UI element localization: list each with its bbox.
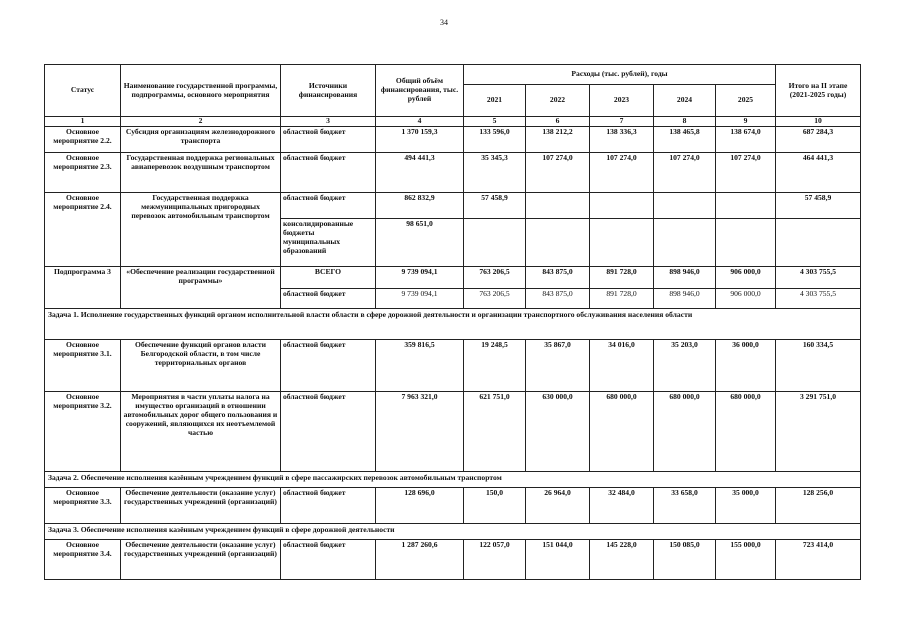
row-total: 494 441,3 (376, 152, 464, 192)
row-source: областной бюджет (281, 288, 376, 308)
column-index: 6 (526, 117, 590, 127)
row-2023: 891 728,0 (590, 288, 654, 308)
row-stage: 3 291 751,0 (776, 391, 861, 471)
header-stage-total: Итого на II этапе (2021-2025 годы) (776, 65, 861, 117)
row-2023 (590, 192, 654, 218)
column-index: 5 (464, 117, 526, 127)
row-source: областной бюджет (281, 152, 376, 192)
column-index: 1 (45, 117, 121, 127)
table-row (45, 391, 861, 471)
row-status: Основное мероприятие 3.1. (45, 339, 121, 391)
row-2024: 138 465,8 (654, 126, 716, 152)
column-index: 8 (654, 117, 716, 127)
row-2022: 630 000,0 (526, 391, 590, 471)
row-total: 9 739 094,1 (376, 288, 464, 308)
table-row (45, 126, 861, 152)
row-2021: 621 751,0 (464, 391, 526, 471)
column-index: 7 (590, 117, 654, 127)
row-stage: 57 458,9 (776, 192, 861, 218)
row-2023: 34 016,0 (590, 339, 654, 391)
row-total: 98 651,0 (376, 218, 464, 266)
row-source: областной бюджет (281, 126, 376, 152)
row-2021: 57 458,9 (464, 192, 526, 218)
financing-table (44, 64, 861, 580)
column-index: 2 (121, 117, 281, 127)
row-2022: 26 964,0 (526, 487, 590, 523)
row-name: Государственная поддержка межмуниципальных пригородных перевозок автомобильным транспортом (121, 192, 281, 266)
row-2023: 145 228,0 (590, 539, 654, 579)
header-status: Статус (45, 65, 121, 117)
row-total: 1 370 159,3 (376, 126, 464, 152)
row-stage: 128 256,0 (776, 487, 861, 523)
row-2022: 107 274,0 (526, 152, 590, 192)
row-total: 1 287 260,6 (376, 539, 464, 579)
row-status: Основное мероприятие 2.3. (45, 152, 121, 192)
header-year: 2025 (716, 85, 776, 117)
row-stage: 4 303 755,5 (776, 288, 861, 308)
row-2024: 898 946,0 (654, 288, 716, 308)
row-stage: 687 284,3 (776, 126, 861, 152)
row-total: 862 832,9 (376, 192, 464, 218)
row-source: ВСЕГО (281, 266, 376, 288)
row-2025: 906 000,0 (716, 288, 776, 308)
row-2023: 107 274,0 (590, 152, 654, 192)
row-status: Основное мероприятие 2.4. (45, 192, 121, 266)
row-name: Мероприятия в части уплаты налога на имущество организаций в отношении автомобильных дорог общего пользования и сооружений, являющихся их неотъемлемой частью (121, 391, 281, 471)
task-label: Задача 3. Обеспечение исполнения казённым учреждением функций в сфере дорожной деятельности (45, 523, 861, 539)
row-source: консолидированные бюджеты муниципальных образований (281, 218, 376, 266)
header-expenses: Расходы (тыс. рублей), годы (464, 65, 776, 85)
row-2021 (464, 218, 526, 266)
column-index: 9 (716, 117, 776, 127)
row-2024 (654, 218, 716, 266)
header-year: 2021 (464, 85, 526, 117)
column-index: 4 (376, 117, 464, 127)
row-source: областной бюджет (281, 339, 376, 391)
row-source: областной бюджет (281, 487, 376, 523)
row-2024: 35 203,0 (654, 339, 716, 391)
row-2024: 150 085,0 (654, 539, 716, 579)
row-status: Основное мероприятие 3.4. (45, 539, 121, 579)
row-2025: 36 000,0 (716, 339, 776, 391)
row-2022: 138 212,2 (526, 126, 590, 152)
row-2021: 133 596,0 (464, 126, 526, 152)
row-2025: 680 000,0 (716, 391, 776, 471)
row-2023: 891 728,0 (590, 266, 654, 288)
table-row (45, 487, 861, 523)
row-source: областной бюджет (281, 539, 376, 579)
table-row (45, 266, 861, 288)
row-stage: 160 334,5 (776, 339, 861, 391)
row-2023: 680 000,0 (590, 391, 654, 471)
row-2025: 906 000,0 (716, 266, 776, 288)
row-source: областной бюджет (281, 192, 376, 218)
row-2023: 32 484,0 (590, 487, 654, 523)
row-2021: 763 206,5 (464, 266, 526, 288)
row-stage: 723 414,0 (776, 539, 861, 579)
table-row (45, 539, 861, 579)
task-row (45, 308, 861, 339)
row-name: Обеспечение деятельности (оказание услуг) государственных учреждений (организаций) (121, 539, 281, 579)
row-2021: 763 206,5 (464, 288, 526, 308)
header-total-volume: Общий объём финансирования, тыс. рублей (376, 65, 464, 117)
row-name: Обеспечение функций органов власти Белгородской области, в том числе территориальных органов (121, 339, 281, 391)
page-number: 34 (440, 18, 448, 27)
row-stage: 464 441,3 (776, 152, 861, 192)
row-2025 (716, 192, 776, 218)
table-row (45, 339, 861, 391)
row-name: Обеспечение деятельности (оказание услуг) государственных учреждений (организаций) (121, 487, 281, 523)
row-2021: 150,0 (464, 487, 526, 523)
row-2025: 107 274,0 (716, 152, 776, 192)
header-year: 2022 (526, 85, 590, 117)
row-2024 (654, 192, 716, 218)
row-status: Подпрограмма 3 (45, 266, 121, 308)
row-2025: 138 674,0 (716, 126, 776, 152)
table-row (45, 152, 861, 192)
row-2021: 19 248,5 (464, 339, 526, 391)
row-status: Основное мероприятие 2.2. (45, 126, 121, 152)
header-sources: Источники финансирования (281, 65, 376, 117)
task-label: Задача 2. Обеспечение исполнения казённым учреждением функций в сфере пассажирских перевозок автомобильным транспортом (45, 471, 861, 487)
row-stage: 4 303 755,5 (776, 266, 861, 288)
row-status: Основное мероприятие 3.3. (45, 487, 121, 523)
header-year: 2024 (654, 85, 716, 117)
row-total: 128 696,0 (376, 487, 464, 523)
row-2022: 843 875,0 (526, 266, 590, 288)
row-2022 (526, 192, 590, 218)
task-row (45, 523, 861, 539)
row-2025: 155 000,0 (716, 539, 776, 579)
table-row (45, 192, 861, 218)
column-index-row (45, 117, 861, 127)
row-status: Основное мероприятие 3.2. (45, 391, 121, 471)
row-2023: 138 336,3 (590, 126, 654, 152)
row-2024: 680 000,0 (654, 391, 716, 471)
row-stage (776, 218, 861, 266)
row-2022: 151 044,0 (526, 539, 590, 579)
row-total: 359 816,5 (376, 339, 464, 391)
row-2022 (526, 218, 590, 266)
header-year: 2023 (590, 85, 654, 117)
row-2021: 35 345,3 (464, 152, 526, 192)
task-row (45, 471, 861, 487)
column-index: 3 (281, 117, 376, 127)
header-name: Наименование государственной программы, подпрограммы, основного мероприятия (121, 65, 281, 117)
row-2025: 35 000,0 (716, 487, 776, 523)
row-2024: 898 946,0 (654, 266, 716, 288)
task-label: Задача 1. Исполнение государственных функций органом исполнительной власти области в сфере дорожной деятельности и организации транспортного обслуживания населения области (45, 308, 861, 339)
row-name: Субсидия организациям железнодорожного транспорта (121, 126, 281, 152)
row-name: Государственная поддержка региональных авиаперевозок воздушным транспортом (121, 152, 281, 192)
column-index: 10 (776, 117, 861, 127)
row-2025 (716, 218, 776, 266)
row-2023 (590, 218, 654, 266)
row-2024: 107 274,0 (654, 152, 716, 192)
row-name: «Обеспечение реализации государственной программы» (121, 266, 281, 308)
row-2024: 33 658,0 (654, 487, 716, 523)
row-2022: 35 867,0 (526, 339, 590, 391)
row-total: 7 963 321,0 (376, 391, 464, 471)
row-2021: 122 057,0 (464, 539, 526, 579)
row-source: областной бюджет (281, 391, 376, 471)
row-total: 9 739 094,1 (376, 266, 464, 288)
row-2022: 843 875,0 (526, 288, 590, 308)
